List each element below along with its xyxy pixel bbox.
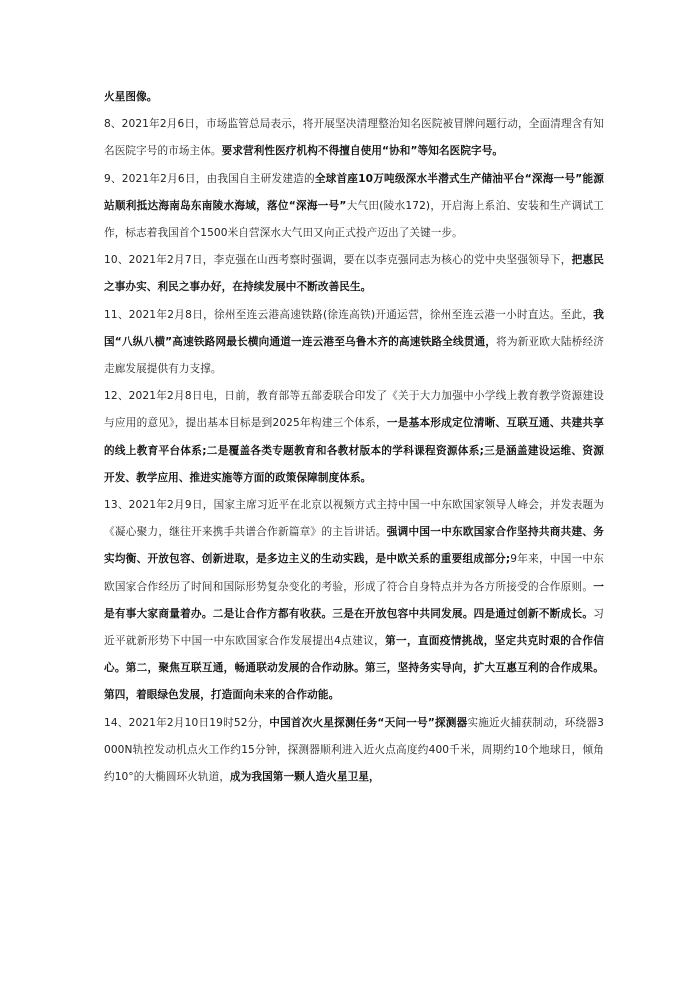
bold-text: 我国“八纵八横”高速铁路网最长横向通道一连云港至乌鲁木齐的高速铁路全线贯通， (104, 308, 604, 348)
bold-text: 第一，直面疫情挑战，坚定共克时艰的合作信心。第二，聚焦互联互通，畅通联动发展的合作动脉。第三，坚持务实导向，扩大互惠互利的合作成果。第四，着眼绿色发展，打造面向未来的合作动能。 (104, 635, 605, 702)
body-text: 8、2021年2月6日，市场监管总局表示，将开展坚决清理整治知名医院被冒牌问题行动，全面清理含有知名医院字号的市场主体。 (104, 118, 604, 158)
body-text: 10、2021年2月7日，李克强在山西考察时强调，要在以李克强同志为核心的党中央坚强领导下， (104, 254, 572, 267)
bold-text: 一是有事大家商量着办。二是让合作方都有收获。三是在开放包容中共同发展。四是通过创新不断成长。 (104, 580, 604, 620)
bold-text: 成为我国第一颗人造火星卫星， (230, 771, 380, 784)
bold-text: 把惠民之事办实、利民之事办好，在持续发展中不断改善民生。 (104, 254, 604, 294)
paragraph (104, 302, 604, 384)
paragraph (104, 492, 604, 710)
paragraph (104, 111, 604, 165)
bold-text: 全球首座10万吨级深水半潜式生产储油平台“深海一号”能源站顺利抵达海南岛东南陵水海域，落位“深海一号” (104, 172, 604, 212)
paragraph (104, 84, 604, 111)
body-text: 将为新亚欧大陆桥经济走廊发展提供有力支撑。 (104, 335, 605, 376)
body-text: 13、2021年2月9日，国家主席习近平在北京以视频方式主持中国一中东欧国家领导人峰会，并发表题为《凝心聚力，继往开来携手共谱合作新篇章》的主旨讲话。 (104, 499, 604, 539)
document-page (104, 84, 604, 791)
bold-text: 要求营利性医疗机构不得擅自使用“协和”等知名医院字号。 (221, 145, 504, 158)
body-text: 习近平就新形势下中国一中东欧国家合作发展提出4点建议， (104, 607, 604, 648)
body-text: 14、2021年2月10日19时52分， (104, 716, 270, 729)
body-text: 11、2021年2月8日，徐州至连云港高速铁路(徐连高铁)开通运营，徐州至连云港一小时直达。至此， (104, 308, 594, 321)
paragraph (104, 166, 604, 248)
bold-text: 火星图像。 (104, 91, 158, 103)
body-text: 大气田(陵水172)，开启海上系泊、安装和生产调试工作，标志着我国首个1500米自营深水大气田又向正式投产迈出了关键一步。 (104, 199, 604, 240)
body-text: 9年来，中国一中东欧国家合作经历了时间和国际形势复杂变化的考验，形成了符合自身特点并为各方所接受的合作原则。 (104, 553, 604, 593)
paragraph (104, 247, 604, 301)
bold-text: 强调中国一中东欧国家合作坚持共商共建、务实均衡、开放包容、创新进取，是多边主义的生动实践，是中欧关系的重要组成部分; (104, 526, 604, 566)
bold-text: 中国首次火星探测任务“天问一号”探测器 (269, 716, 468, 729)
body-text: 实施近火捕获制动，环绕器3000N轨控发动机点火工作约15分钟，探测器顺利进入近火点高度约400千米，周期约10个地球日，倾角约10°的大椭圆环火轨道， (104, 716, 604, 784)
paragraph (104, 383, 604, 492)
body-text: 9、2021年2月6日，由我国自主研发建造的 (104, 172, 315, 185)
body-text: 12、2021年2月8日电，日前，教育部等五部委联合印发了《关于大力加强中小学线上教育教学资源建设与应用的意见》，提出基本目标是到2025年构建三个体系， (104, 390, 604, 430)
paragraph (104, 710, 604, 792)
bold-text: 一是基本形成定位清晰、互联互通、共建共享的线上教育平台体系;二是覆盖各类专题教育和各教材版本的学科课程资源体系;三是涵盖建设运维、资源开发、教学应用、推进实施等方面的政策保障制度体系。 (104, 417, 604, 484)
